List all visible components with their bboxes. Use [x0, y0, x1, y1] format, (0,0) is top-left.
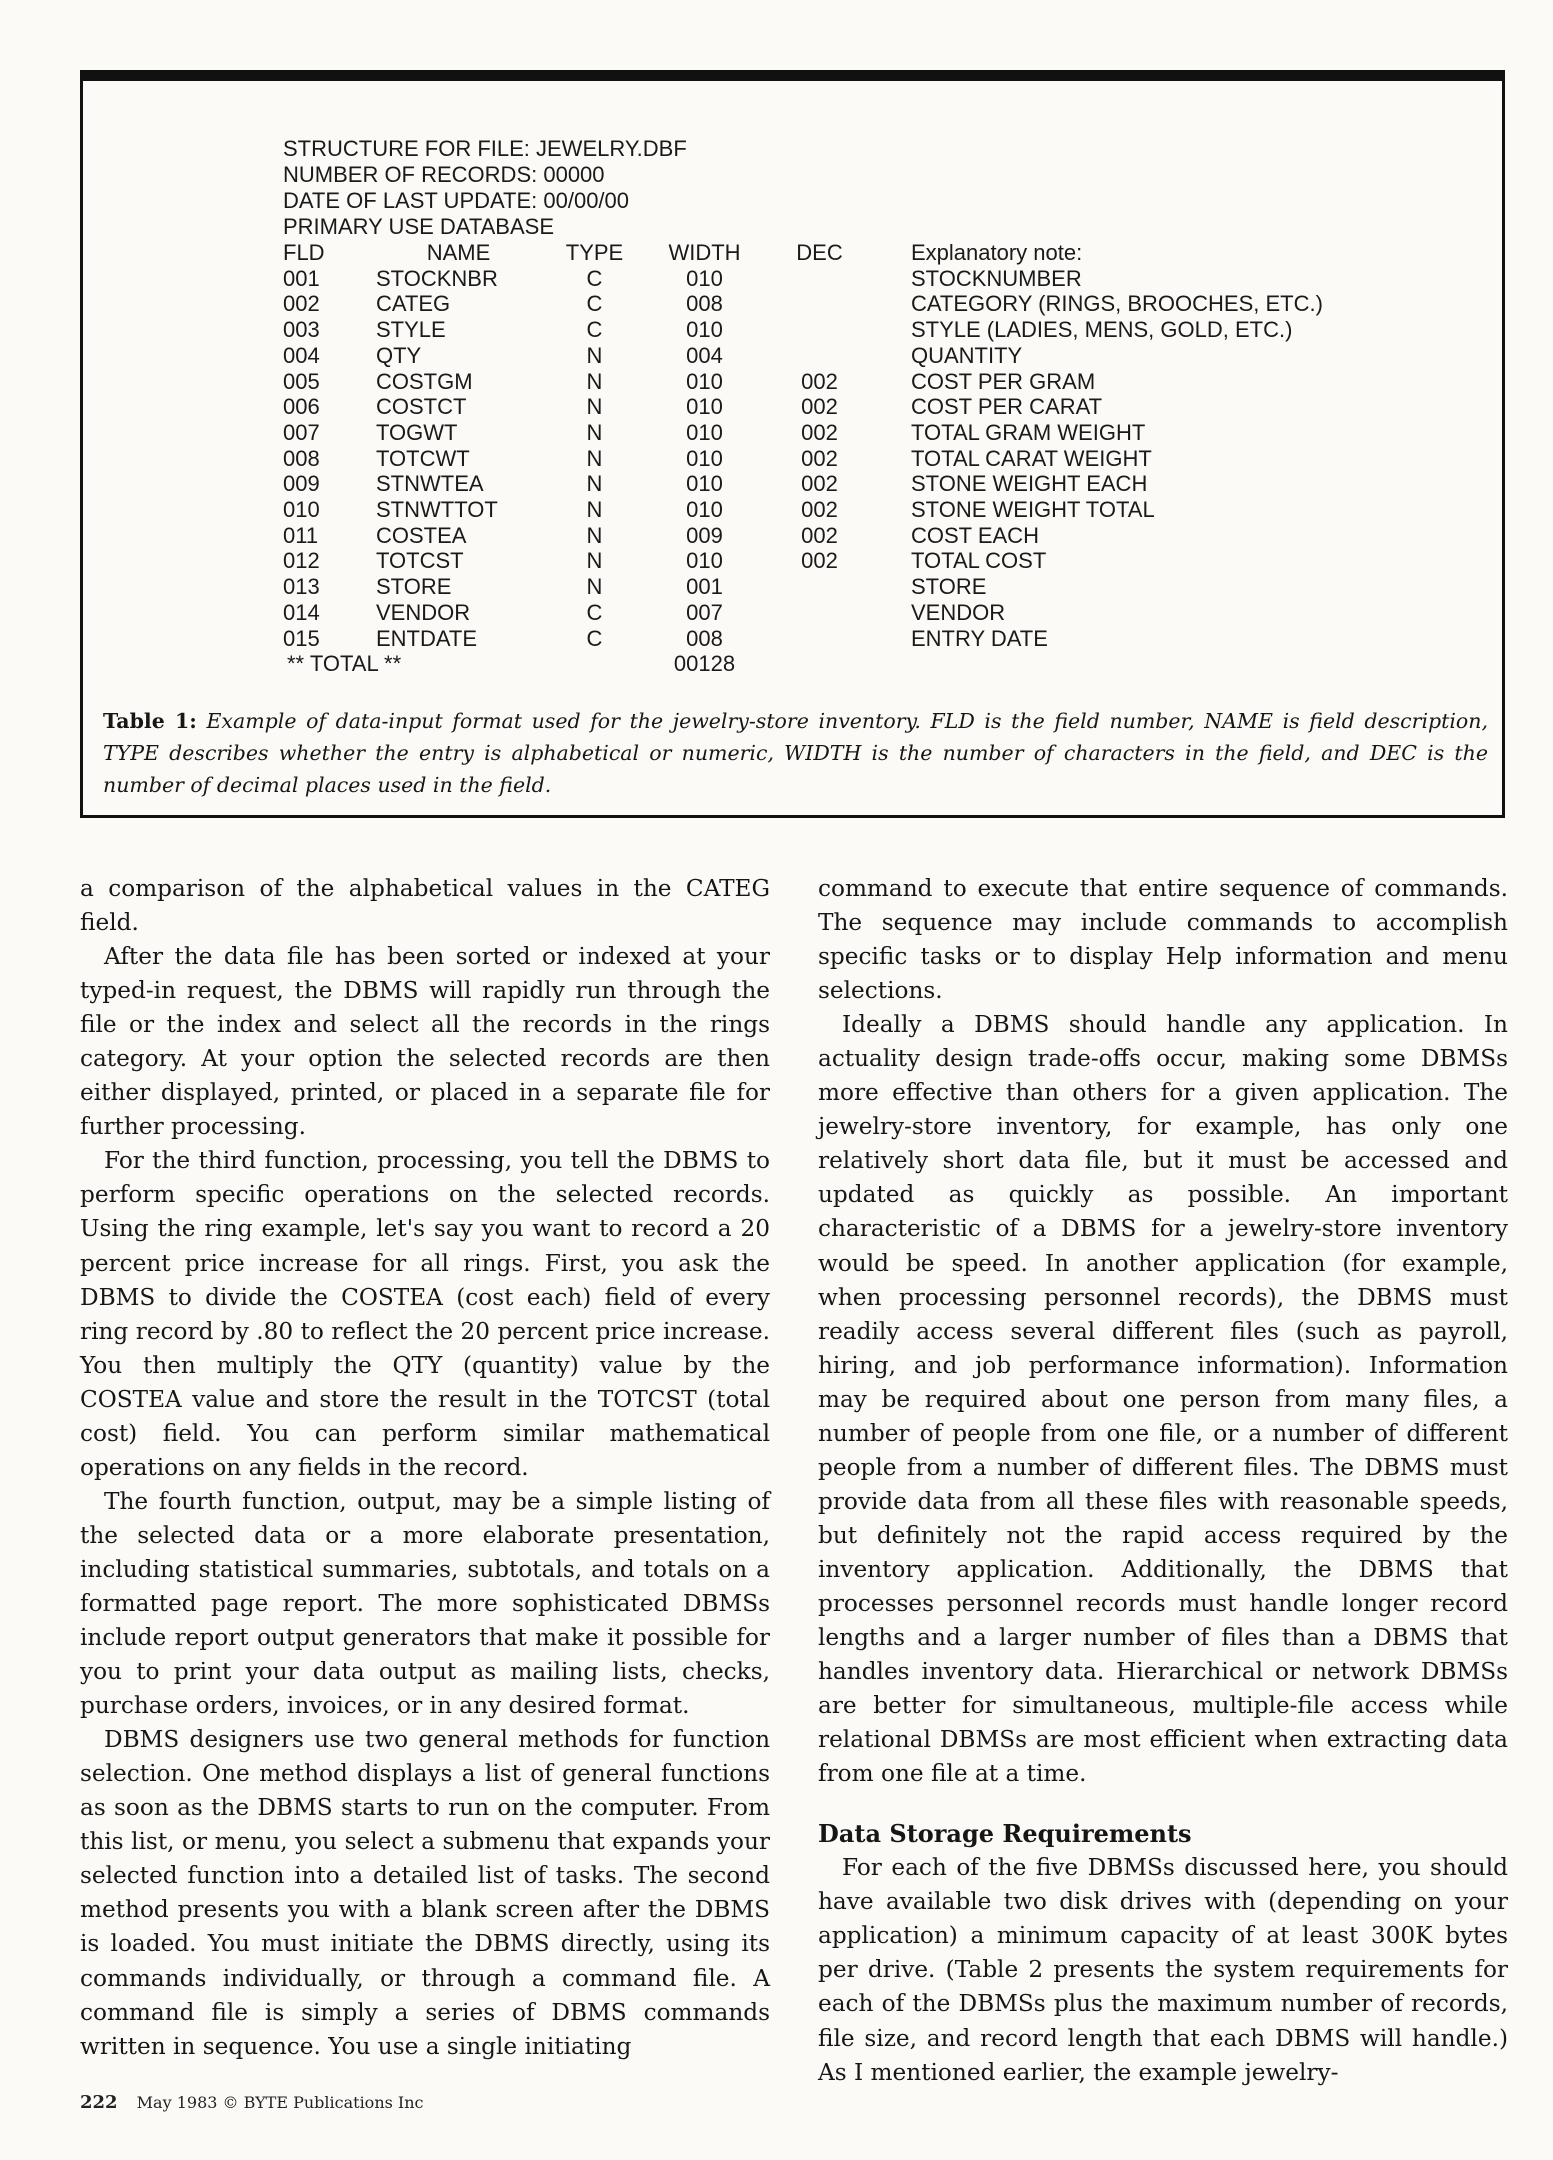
table-row — [283, 626, 1323, 652]
field-name: QTY — [376, 342, 422, 368]
field-number: 003 — [283, 317, 320, 343]
paragraph: DBMS designers use two general methods for function selection. One method displays a list of general functions as soon as the DBMS starts to run on the computer. From this list, or menu, you select a submenu that expands your selected function into a detailed list of tasks. The second method presents you with a blank screen after the DBMS is loaded. You must initiate the DBMS directly, using its commands individually, or through a command file. A command file is simply a series of DBMS commands written in sequence. You use a single initiating — [80, 1726, 770, 2060]
total-value: 00128 — [673, 651, 736, 677]
table-row — [283, 548, 1323, 574]
column-header-fld: FLD — [283, 240, 325, 265]
field-type: C — [586, 599, 603, 625]
table-row — [283, 600, 1323, 626]
column-header-width: WIDTH — [668, 240, 741, 265]
paragraph: command to execute that entire sequence of commands. The sequence may include commands to accomplish specific tasks or to display Help information and menu selections. — [818, 875, 1508, 1005]
paragraph: After the data file has been sorted or indexed at your typed-in request, the DBMS will rapidly run through the file or the index and select all the records in the rings category. At your option the selected records are then either displayed, printed, or placed in a separate file for further processing. — [80, 943, 770, 1141]
field-width: 010 — [686, 368, 723, 394]
field-name: TOGWT — [376, 419, 458, 445]
field-note: CATEGORY (RINGS, BROOCHES, ETC.) — [911, 291, 1323, 317]
field-note: STYLE (LADIES, MENS, GOLD, ETC.) — [911, 317, 1293, 343]
field-type: N — [586, 497, 603, 523]
total-row — [283, 651, 1323, 677]
field-type: C — [586, 625, 603, 651]
field-name: CATEG — [376, 291, 451, 317]
table-row — [283, 291, 1323, 317]
listing-header-line: PRIMARY USE DATABASE — [283, 214, 555, 239]
column-header-name: NAME — [426, 240, 491, 265]
field-number: 011 — [283, 522, 319, 548]
field-decimals — [761, 574, 878, 600]
field-name: COSTCT — [376, 394, 467, 420]
field-name: ENTDATE — [376, 625, 478, 651]
field-width: 010 — [686, 471, 723, 497]
field-number: 014 — [283, 599, 320, 625]
paragraph: a comparison of the alphabetical values in the CATEG field. — [80, 875, 770, 937]
field-type: N — [586, 471, 603, 497]
table-row — [283, 497, 1323, 523]
field-structure-table — [283, 240, 1323, 677]
page-footer — [80, 2092, 424, 2113]
field-note: TOTAL GRAM WEIGHT — [911, 419, 1146, 445]
field-type: N — [586, 548, 603, 574]
field-number: 002 — [283, 291, 320, 317]
field-note: STONE WEIGHT TOTAL — [911, 497, 1155, 523]
footer-text: May 1983 © BYTE Publications Inc — [136, 2093, 424, 2112]
field-decimals: 002 — [801, 445, 838, 471]
field-number: 013 — [283, 574, 320, 600]
field-decimals: 002 — [801, 471, 838, 497]
field-decimals — [761, 343, 878, 369]
paragraph: Ideally a DBMS should handle any application. In actuality design trade-offs occur, making some DBMSs more effective than others for a given application. The jewelry-store inventory, for example, has only one relatively short data file, but it must be accessed and updated as quickly as possible. An important characteristic of a DBMS for a jewelry-store inventory would be speed. In another application (for example, when processing personnel records), the DBMS must readily access several different files (such as payroll, hiring, and job performance information). Information may be required about one person from many files, a number of people from one file, or a number of different people from a number of different files. The DBMS must provide data from all these files with reasonable speeds, but definitely not the rapid access required by the inventory application. Additionally, the DBMS that processes personnel records must handle longer record lengths and a larger number of files than a DBMS that handles inventory data. Hierarchical or network DBMSs are better for simultaneous, multiple-file access while relational DBMSs are most efficient when extracting data from one file at a time. — [818, 1011, 1508, 1788]
field-width: 010 — [686, 394, 723, 420]
table-row — [283, 471, 1323, 497]
field-note: VENDOR — [911, 599, 1006, 625]
field-decimals: 002 — [801, 548, 838, 574]
field-number: 010 — [283, 497, 320, 523]
paragraph: For each of the five DBMSs discussed here, you should have available two disk drives with (depending on your application) a minimum capacity of at least 300K bytes per drive. (Table 2 presents the system requirements for each of the DBMSs plus the maximum number of records, file size, and record length that each DBMS will handle.) As I mentioned earlier, the example jewelry- — [818, 1854, 1508, 2086]
field-number: 001 — [283, 265, 320, 291]
field-decimals: 002 — [801, 394, 838, 420]
field-type: N — [586, 419, 603, 445]
field-width: 010 — [686, 497, 723, 523]
field-name: TOTCST — [376, 548, 464, 574]
field-name: COSTGM — [376, 368, 473, 394]
field-decimals — [761, 266, 878, 292]
field-type: C — [586, 317, 603, 343]
field-number: 012 — [283, 548, 320, 574]
table-row — [283, 446, 1323, 472]
field-width: 008 — [686, 625, 723, 651]
caption-text: Example of data-input format used for the jewelry-store inventory. FLD is the field number, NAME is field description, TYPE describes whether the entry is alphabetical or numeric, WIDTH is the number of characters in the field, and DEC is the number of decimal places used in the field. — [103, 709, 1488, 797]
field-note: COST EACH — [911, 522, 1039, 548]
column-header-note: Explanatory note: — [911, 240, 1083, 265]
field-note: STORE — [911, 574, 987, 600]
field-type: N — [586, 342, 603, 368]
total-label: ** TOTAL ** — [287, 651, 402, 677]
field-note: QUANTITY — [911, 342, 1023, 368]
field-number: 007 — [283, 419, 320, 445]
field-decimals: 002 — [801, 419, 838, 445]
field-name: STYLE — [376, 317, 446, 343]
field-decimals — [761, 317, 878, 343]
page-number: 222 — [80, 2092, 118, 2113]
field-number: 006 — [283, 394, 320, 420]
field-number: 015 — [283, 625, 320, 651]
table-row — [283, 420, 1323, 446]
field-number: 004 — [283, 342, 320, 368]
field-decimals: 002 — [801, 368, 838, 394]
field-type: N — [586, 574, 603, 600]
field-width: 004 — [686, 342, 723, 368]
field-name: TOTCWT — [376, 445, 470, 471]
field-note: TOTAL CARAT WEIGHT — [911, 445, 1152, 471]
field-type: N — [586, 368, 603, 394]
field-width: 009 — [686, 522, 723, 548]
field-type: C — [586, 265, 603, 291]
table-row — [283, 343, 1323, 369]
field-width: 010 — [686, 445, 723, 471]
field-type: N — [586, 522, 603, 548]
field-decimals — [761, 626, 878, 652]
field-width: 008 — [686, 291, 723, 317]
field-width: 010 — [686, 419, 723, 445]
caption-label: Table 1: — [103, 709, 197, 733]
field-note: ENTRY DATE — [911, 625, 1048, 651]
paragraph: For the third function, processing, you tell the DBMS to perform specific operations on the selected records. Using the ring example, let's say you want to record a 20 percent price increase for all rings. First, you ask the DBMS to divide the COSTEA (cost each) field of every ring record by .80 to reflect the 20 percent price increase. You then multiply the QTY (quantity) value by the COSTEA value and store the result in the TOTCST (total cost) field. You can perform similar mathematical operations on any fields in the record. — [80, 1147, 770, 1481]
left-column — [80, 872, 770, 2064]
field-width: 001 — [686, 574, 723, 600]
field-name: STNWTEA — [376, 471, 484, 497]
field-number: 005 — [283, 368, 320, 394]
field-width: 010 — [686, 317, 723, 343]
paragraph: The fourth function, output, may be a simple listing of the selected data or a more elaborate presentation, including statistical summaries, subtotals, and totals on a formatted page report. The more sophisticated DBMSs include report output generators that make it possible for you to print your data output as mailing lists, checks, purchase orders, invoices, or in any desired format. — [80, 1487, 770, 1720]
table-row — [283, 266, 1323, 292]
table-row — [283, 394, 1323, 420]
section-heading: Data Storage Requirements — [818, 1819, 1192, 1849]
field-decimals — [761, 600, 878, 626]
field-note: COST PER GRAM — [911, 368, 1096, 394]
field-note: STONE WEIGHT EACH — [911, 471, 1148, 497]
listing-header-line: DATE OF LAST UPDATE: 00/00/00 — [283, 188, 630, 213]
listing-header-line: NUMBER OF RECORDS: 00000 — [283, 162, 605, 187]
field-name: VENDOR — [376, 599, 471, 625]
field-note: COST PER CARAT — [911, 394, 1103, 420]
table-row — [283, 369, 1323, 395]
field-name: STORE — [376, 574, 452, 600]
table-header-row — [283, 240, 1323, 266]
column-header-dec: DEC — [796, 240, 843, 265]
field-note: STOCKNUMBER — [911, 265, 1082, 291]
field-type: C — [586, 291, 603, 317]
field-width: 010 — [686, 265, 723, 291]
field-width: 010 — [686, 548, 723, 574]
field-note: TOTAL COST — [911, 548, 1047, 574]
table-caption — [103, 705, 1488, 801]
field-width: 007 — [686, 599, 723, 625]
listing-header-line: STRUCTURE FOR FILE: JEWELRY.DBF — [283, 136, 687, 161]
field-number: 009 — [283, 471, 320, 497]
table-row — [283, 317, 1323, 343]
right-column — [818, 872, 1508, 2090]
field-name: STOCKNBR — [376, 265, 498, 291]
column-header-type: TYPE — [565, 240, 624, 265]
field-name: COSTEA — [376, 522, 467, 548]
field-decimals: 002 — [801, 522, 838, 548]
field-decimals: 002 — [801, 497, 838, 523]
structure-listing — [283, 136, 1433, 677]
field-type: N — [586, 445, 603, 471]
table-row — [283, 574, 1323, 600]
field-name: STNWTTOT — [376, 497, 498, 523]
table-row — [283, 523, 1323, 549]
field-decimals — [761, 291, 878, 317]
field-type: N — [586, 394, 603, 420]
field-number: 008 — [283, 445, 320, 471]
table-1-box — [80, 70, 1505, 818]
